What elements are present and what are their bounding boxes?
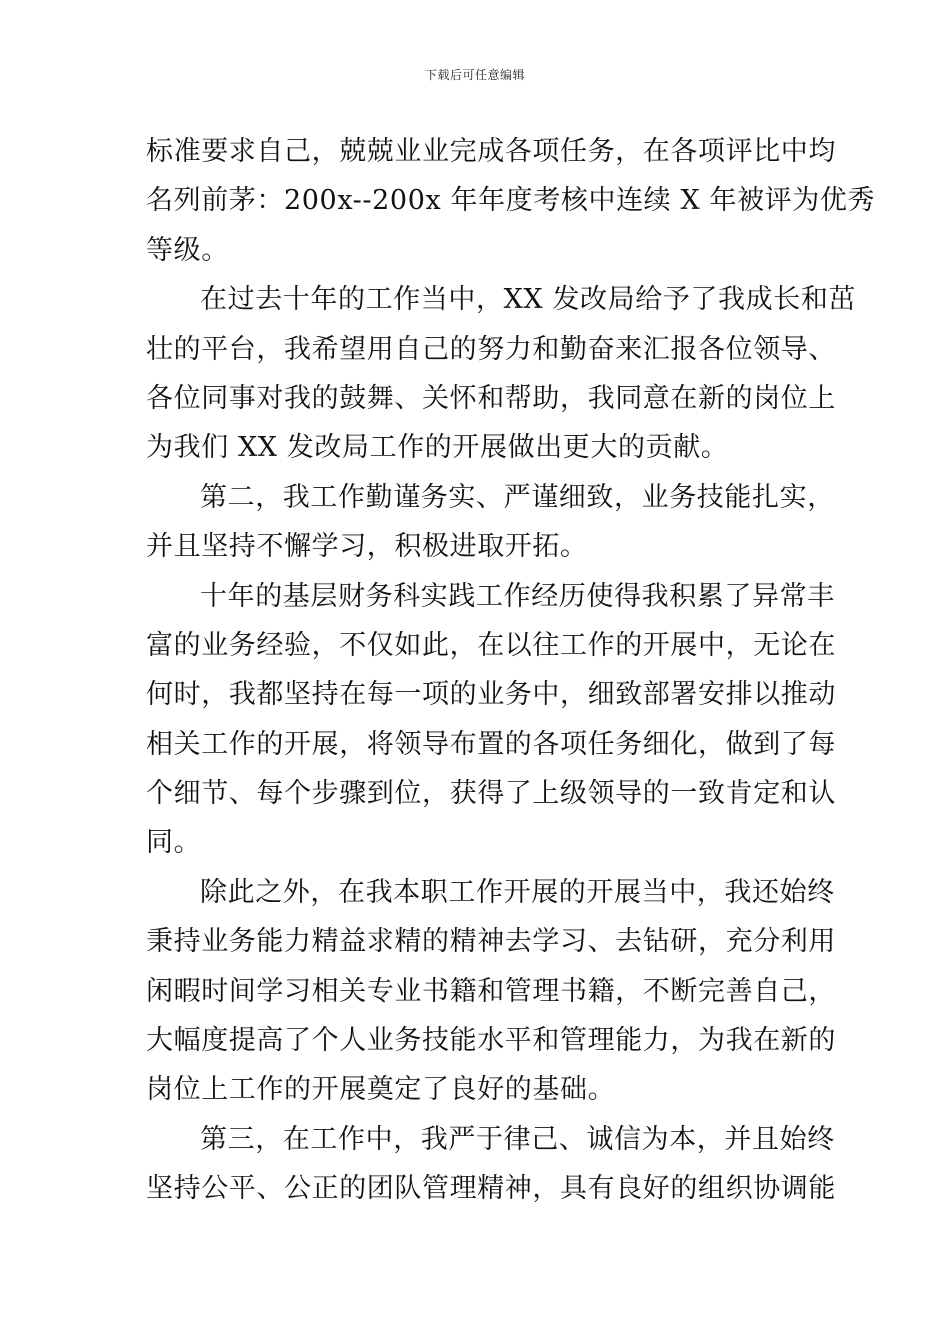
text-line: 何时，我都坚持在每一项的业务中，细致部署安排以推动 (146, 679, 836, 711)
text-line: 标准要求自己，兢兢业业完成各项任务，在各项评比中均 (146, 136, 836, 167)
text-line: 个细节、每个步骤到位，获得了上级领导的一致肯定和认 (146, 778, 836, 810)
text-line: 富的业务经验，不仅如此，在以往工作的开展中，无论在 (146, 629, 836, 661)
text-line: 各位同事对我的鼓舞、关怀和帮助，我同意在新的岗位上 (146, 382, 836, 414)
text-line: 为我们 XX 发改局工作的开展做出更大的贡献。 (146, 432, 729, 464)
text-line: 闲暇时间学习相关专业书籍和管理书籍，不断完善自己， (146, 975, 836, 1007)
text-line: 秉持业务能力精益求精的精神去学习、去钻研，充分利用 (146, 926, 836, 958)
paragraph-start-line: 除此之外，在我本职工作开展的开展当中，我还始终 (200, 876, 835, 908)
body-text (146, 127, 876, 1214)
text-line: 同。 (146, 827, 202, 859)
text-line: 坚持公平、公正的团队管理精神，具有良好的组织协调能 (146, 1173, 836, 1205)
text-line: 相关工作的开展，将领导布置的各项任务细化，做到了每 (146, 728, 836, 760)
paragraph-start-line: 十年的基层财务科实践工作经历使得我积累了异常丰 (200, 580, 835, 612)
text-line: 岗位上工作的开展奠定了良好的基础。 (146, 1074, 616, 1106)
paragraph-start-line: 在过去十年的工作当中，XX 发改局给予了我成长和茁 (200, 284, 857, 316)
text-line: 壮的平台，我希望用自己的努力和勤奋来汇报各位领导、 (146, 333, 836, 365)
text-line: 并且坚持不懈学习，积极进取开拓。 (146, 531, 588, 563)
text-line: 大幅度提高了个人业务技能水平和管理能力，为我在新的 (146, 1025, 836, 1057)
paragraph-start-line: 第二，我工作勤谨务实、严谨细致，业务技能扎实， (200, 481, 835, 513)
text-line: 等级。 (146, 234, 229, 266)
header-note: 下载后可任意编辑 (424, 68, 525, 82)
paragraph-start-line: 第三，在工作中，我严于律己、诚信为本，并且始终 (200, 1123, 835, 1155)
text-line: 名列前茅：200x--200x 年年度考核中连续 X 年被评为优秀 (146, 185, 876, 217)
